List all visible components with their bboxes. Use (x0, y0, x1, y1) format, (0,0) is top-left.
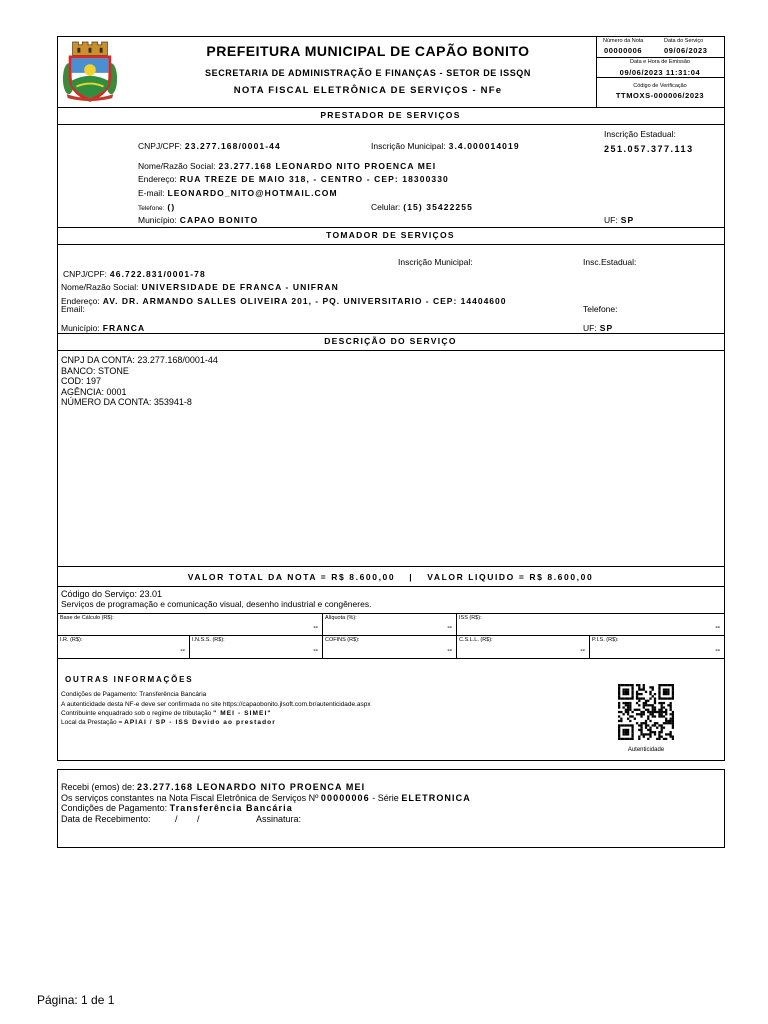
prestador-celular-value: (15) 35422255 (403, 201, 473, 212)
tomador-section-title: TOMADOR DE SERVIÇOS (326, 230, 455, 240)
qr-caption: Autenticidade (627, 747, 665, 753)
outras-regime (61, 711, 272, 718)
tax-cell-ir (57, 635, 189, 658)
descricao-line: CNPJ DA CONTA: 23.277.168/0001-44 (61, 355, 218, 365)
recibo-pagamento-label: Condições de Pagamento: (61, 802, 168, 813)
tomador-im-label: Inscrição Municipal: (398, 256, 473, 267)
local-label: Local da Prestação = (61, 718, 123, 726)
tomador-uf-value: SP (599, 322, 614, 333)
tomador-cnpj-value: 46.722.831/0001-78 (109, 268, 206, 279)
prestador-telefone-value: () (167, 201, 176, 212)
outras-local (61, 720, 276, 727)
prestador-uf-label: UF: (604, 214, 618, 225)
tax-cell-iss (456, 613, 724, 635)
valor-total: VALOR TOTAL DA NOTA = R$ 8.600,00 (187, 571, 396, 582)
data-servico-label: Data do Serviço (664, 37, 704, 44)
recebi-value: 23.277.168 LEONARDO NITO PROENCA MEI (137, 781, 366, 792)
recibo-pagamento (61, 804, 293, 813)
tomador-nome-label: Nome/Razão Social: (61, 281, 139, 292)
tomador-cnpj-label: CNPJ/CPF: (63, 268, 107, 279)
prestador-celular-label: Celular: (371, 201, 401, 212)
section-rule (57, 658, 724, 659)
outras-autenticidade: A autenticidade desta NF-e deve ser confirmada no site https://capaobonito.jlsoft.com.br/autenticidade.aspx (61, 700, 371, 708)
csll-value: -- (580, 647, 585, 654)
prestador-email-value: LEONARDO_NITO@HOTMAIL.COM (167, 187, 338, 198)
tomador-endereco-value: AV. DR. ARMANDO SALLES OLIVEIRA 201, - PQ. UNIVERSITARIO - CEP: 14404600 (102, 295, 507, 306)
tomador-email-label: Email: (61, 303, 85, 314)
section-rule (57, 227, 724, 228)
prestador-municipio-label: Município: (138, 214, 177, 225)
pis-value: -- (715, 647, 720, 654)
recibo-servicos (61, 794, 471, 803)
section-rule (57, 244, 724, 245)
emissao-label: Data e Hora de Emissão (630, 58, 690, 65)
prestador-ie-label: Inscrição Estadual: (604, 128, 676, 139)
document-title: NOTA FISCAL ELETRÔNICA DE SERVIÇOS - NFe (233, 85, 503, 96)
inss-label: I.N.S.S. (R$): (192, 637, 225, 643)
outras-info-title: OUTRAS INFORMAÇÕES (65, 675, 194, 684)
verificacao-label: Código de Verificação (633, 82, 687, 89)
tomador-nome-value: UNIVERSIDADE DE FRANCA - UNIFRAN (141, 281, 339, 292)
prestador-municipio (138, 211, 258, 227)
prestador-cnpj (138, 137, 281, 153)
iss-value: -- (715, 624, 720, 631)
recibo-assinatura-label: Assinatura: (256, 813, 302, 824)
descricao-line: COD: 197 (61, 376, 102, 386)
cofins-label: COFINS (R$): (325, 637, 360, 643)
prestador-uf-value: SP (620, 214, 635, 225)
numero-nota-label: Número da Nota (603, 37, 644, 44)
descricao-section-title: DESCRIÇÃO DO SERVIÇO (324, 336, 457, 346)
servico-descricao: Serviços de programação e comunicação visual, desenho industrial e congêneres. (61, 598, 372, 609)
descricao-line: AGÊNCIA: 0001 (61, 386, 127, 397)
page-title: PREFEITURA MUNICIPAL DE CAPÃO BONITO (206, 43, 530, 59)
tax-cell-aliquota (322, 613, 456, 635)
regime-label: Contribuinte enquadrado sob o regime de tributação (61, 709, 212, 717)
descricao-text (61, 355, 218, 408)
section-rule (57, 124, 724, 125)
prestador-uf (604, 211, 634, 227)
descricao-line: BANCO: STONE (61, 365, 129, 376)
ir-label: I.R. (R$): (60, 637, 83, 643)
tax-cell-pis (589, 635, 724, 658)
emissao-value: 09/06/2023 11:31:04 (619, 67, 701, 77)
tomador-endereco-label: Endereço: (61, 295, 100, 306)
coat-of-arms-logo (61, 38, 119, 104)
prestador-im-value: 3.4.000014019 (448, 140, 520, 151)
tomador-uf-label: UF: (583, 322, 597, 333)
header-cell-rule (596, 77, 724, 78)
recibo-data-label: Data de Recebimento: (61, 813, 151, 824)
data-servico-value: 09/06/2023 (664, 45, 708, 55)
csll-label: C.S.L.L. (R$): (459, 637, 493, 643)
tax-cell-base-calculo (57, 613, 322, 635)
prestador-email-label: E-mail: (138, 187, 165, 198)
recibo-date-separator: / (197, 813, 200, 824)
page-number: Página: 1 de 1 (37, 993, 115, 1007)
recibo-recebi (61, 783, 365, 792)
prestador-cnpj-label: CNPJ/CPF: (138, 140, 182, 151)
recibo-numero: 00000006 (320, 792, 370, 803)
tax-cell-csll (456, 635, 589, 658)
recebi-label: Recebi (emos) de: (61, 781, 135, 792)
section-rule (57, 350, 724, 351)
valor-liquido: VALOR LIQUIDO = R$ 8.600,00 (427, 571, 594, 582)
prestador-endereco-label: Endereço: (138, 173, 177, 184)
inss-value: -- (313, 647, 318, 654)
tax-cell-cofins (322, 635, 456, 658)
prestador-section-title: PRESTADOR DE SERVIÇOS (320, 110, 461, 120)
qr-code (618, 684, 674, 740)
cofins-value: -- (447, 647, 452, 654)
base-calculo-label: Base de Cálculo (R$): (60, 615, 114, 621)
serie-value: ELETRONICA (401, 792, 471, 803)
verificacao-value: TTMOXS-000006/2023 (615, 90, 705, 100)
ir-value: -- (180, 647, 185, 654)
base-calculo-value: -- (313, 624, 318, 631)
aliquota-value: -- (447, 624, 452, 631)
prestador-ie-value: 251.057.377.113 (604, 143, 694, 154)
numero-nota-value: 00000006 (604, 45, 643, 55)
prestador-telefone-label: Telefone: (138, 204, 165, 212)
iss-label: ISS (R$): (459, 615, 482, 621)
prestador-im-label: Inscrição Municipal: (371, 140, 446, 151)
recibo-date-separator: / (175, 813, 178, 824)
aliquota-label: Alíquota (%): (325, 615, 357, 621)
tomador-municipio-value: FRANCA (102, 322, 146, 333)
section-rule (57, 107, 724, 108)
descricao-line: NÚMERO DA CONTA: 353941-8 (61, 397, 192, 407)
serie-label: - Série (372, 792, 399, 803)
header-cell-rule (596, 57, 724, 58)
recibo-pagamento-value: Transferência Bancária (169, 802, 293, 813)
section-rule (57, 586, 724, 587)
tomador-municipio (61, 319, 145, 335)
valores-separator: | (409, 571, 414, 582)
tomador-telefone-label: Telefone: (583, 303, 618, 314)
tomador-municipio-label: Município: (61, 322, 100, 333)
prestador-nome-value: 23.277.168 LEONARDO NITO PROENCA MEI (218, 160, 437, 171)
tax-cell-inss (189, 635, 322, 658)
prestador-municipio-value: CAPAO BONITO (179, 214, 259, 225)
outras-pagamento: Condições de Pagamento: Transferência Bancária (61, 691, 207, 698)
section-rule (57, 333, 724, 334)
local-value: APIAI / SP - ISS Devido ao prestador (124, 718, 276, 726)
codigo-servico: Código do Serviço: 23.01 (61, 588, 163, 599)
pis-label: P.I.S. (R$): (592, 637, 619, 643)
servicos-label: Os serviços constantes na Nota Fiscal Eletrônica de Serviços Nº (61, 792, 319, 803)
prestador-im (371, 137, 520, 153)
prestador-nome-label: Nome/Razão Social: (138, 160, 216, 171)
prestador-cnpj-value: 23.277.168/0001-44 (184, 140, 281, 151)
regime-value: " MEI - SIMEI" (213, 709, 272, 717)
tomador-endereco (61, 292, 506, 308)
prestador-endereco-value: RUA TREZE DE MAIO 318, - CENTRO - CEP: 18300330 (179, 173, 449, 184)
department-subtitle: SECRETARIA DE ADMINISTRAÇÃO E FINANÇAS - SETOR DE ISSQN (204, 67, 532, 78)
prestador-celular (371, 198, 473, 214)
tomador-uf (583, 319, 613, 335)
tomador-ie-label: Insc.Estadual: (583, 256, 637, 267)
section-rule (57, 566, 724, 567)
valores-row (57, 573, 724, 582)
